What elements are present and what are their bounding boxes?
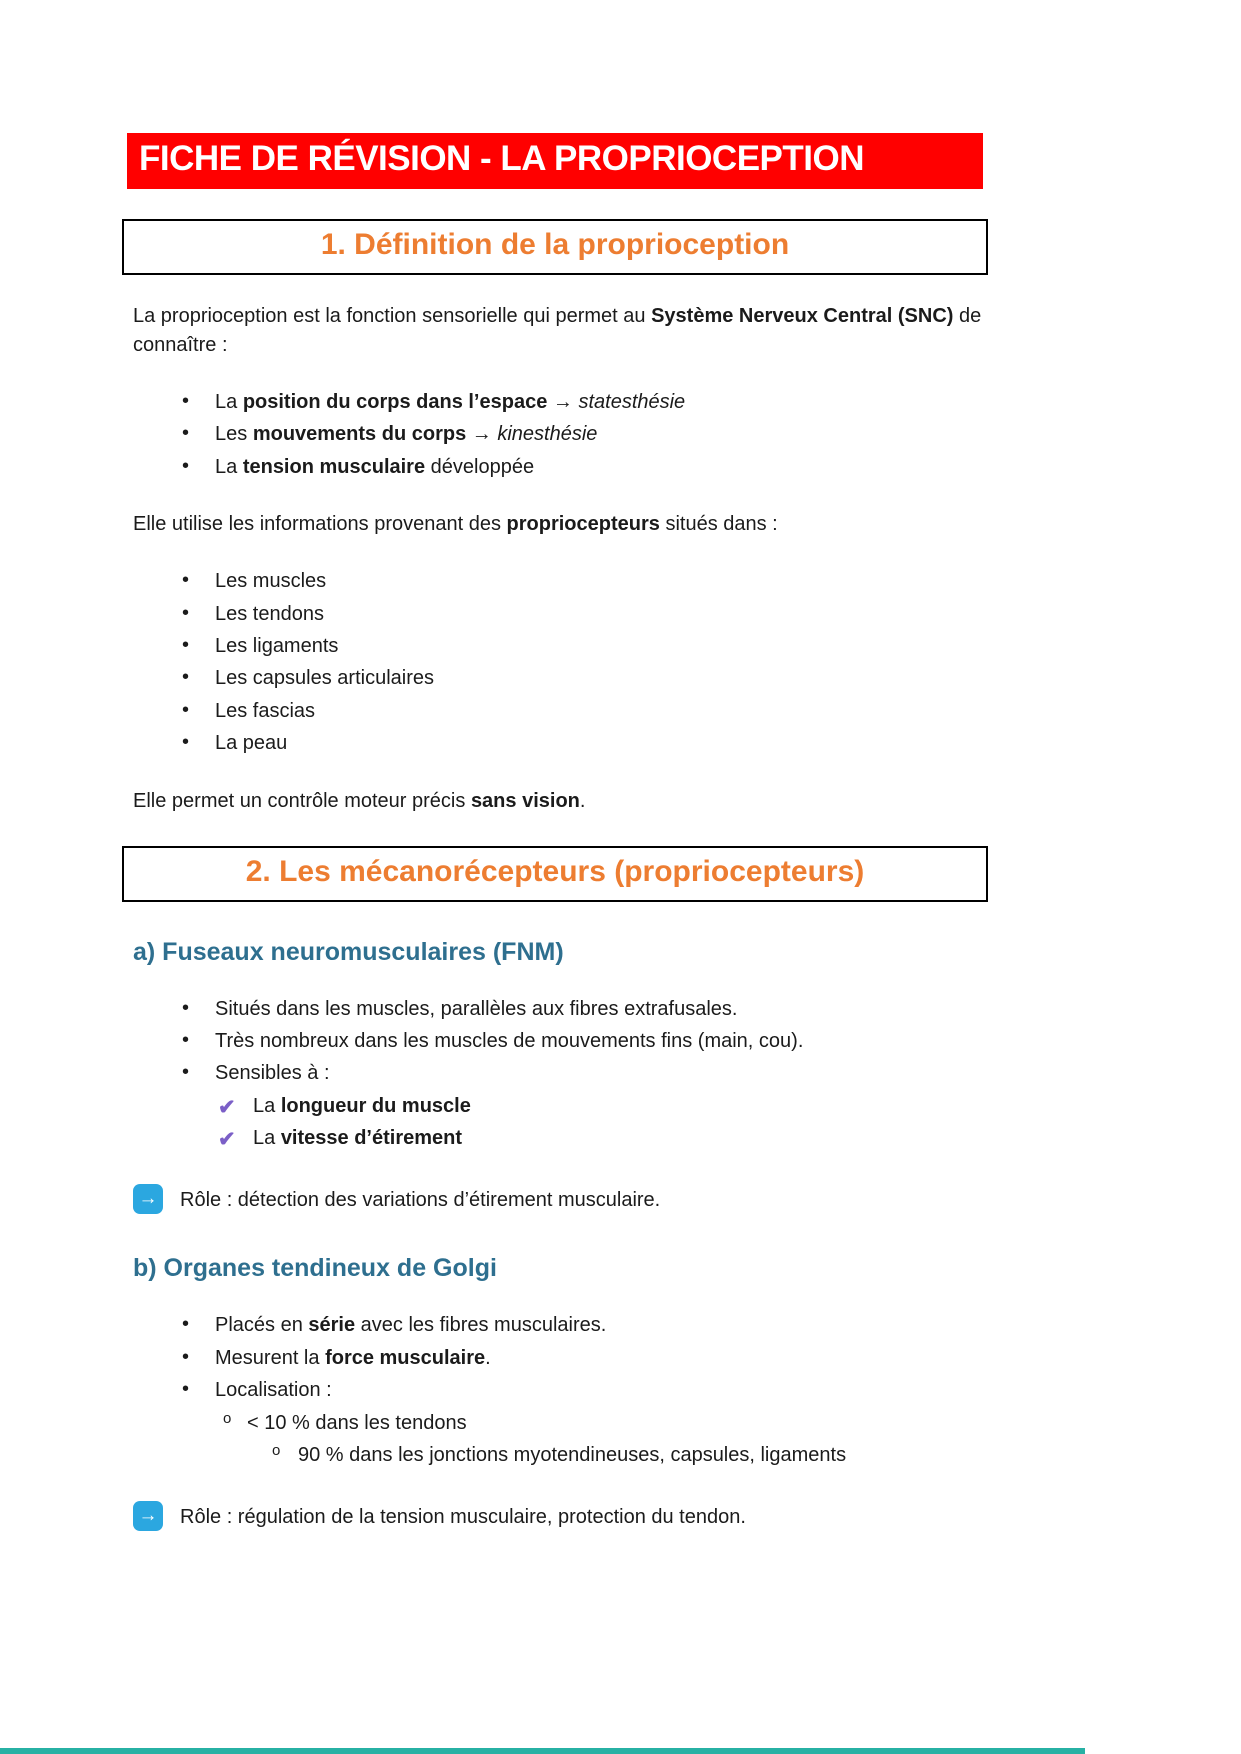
check-item-text: La longueur du muscle bbox=[253, 1094, 471, 1117]
conclusion-paragraph: Elle permet un contrôle moteur précis sans vision. bbox=[133, 789, 586, 812]
fnm-list bbox=[122, 993, 988, 1155]
bullet-icon: • bbox=[182, 1378, 190, 1401]
list-item bbox=[122, 386, 988, 418]
list-item-text: Localisation : bbox=[215, 1379, 332, 1402]
list-item bbox=[122, 1057, 988, 1089]
list-item bbox=[122, 1025, 988, 1057]
list-item-text: Placés en série avec les fibres musculaires. bbox=[215, 1314, 607, 1337]
list-item bbox=[122, 630, 988, 662]
subsection-b-title: b) Organes tendineux de Golgi bbox=[133, 1254, 497, 1283]
section-1-heading-box bbox=[122, 219, 988, 275]
bullet-icon: • bbox=[182, 1313, 190, 1336]
intro-paragraph: La proprioception est la fonction sensorielle qui permet au Système Nerveux Central (SNC) de connaître : bbox=[133, 305, 982, 356]
circle-bullet-icon: o bbox=[272, 1442, 281, 1460]
check-icon: ✔ bbox=[218, 1095, 236, 1119]
list-item bbox=[122, 1309, 988, 1341]
list-item-text: La tension musculaire développée bbox=[215, 455, 535, 478]
knows-list bbox=[122, 386, 988, 483]
list-item bbox=[122, 598, 988, 630]
document-title-banner bbox=[127, 133, 983, 189]
list-item-text: Les mouvements du corps → kinesthésie bbox=[215, 423, 598, 446]
sub-list-item-text: 90 % dans les jonctions myotendineuses, capsules, ligaments bbox=[298, 1444, 847, 1467]
arrow-icon: → bbox=[133, 1184, 163, 1214]
bullet-icon: • bbox=[182, 569, 190, 592]
golgi-list bbox=[122, 1309, 988, 1471]
role-note-fnm bbox=[133, 1186, 988, 1218]
list-item bbox=[122, 1374, 988, 1406]
bullet-icon: • bbox=[182, 633, 190, 656]
list-item bbox=[122, 418, 988, 450]
check-item-text: La vitesse d’étirement bbox=[253, 1127, 463, 1150]
bullet-icon: • bbox=[182, 390, 190, 412]
section-2-heading: 2. Les mécanorécepteurs (propriocepteurs) bbox=[245, 854, 865, 888]
check-list-item bbox=[122, 1122, 988, 1154]
list-item-text: Les muscles bbox=[215, 570, 327, 593]
list-item-text: Mesurent la force musculaire. bbox=[215, 1346, 491, 1369]
list-item bbox=[122, 565, 988, 597]
list-item bbox=[122, 1342, 988, 1374]
arrow-icon: → bbox=[133, 1501, 163, 1531]
check-icon: ✔ bbox=[218, 1128, 236, 1152]
list-item-text: Les capsules articulaires bbox=[215, 667, 434, 690]
role-text: Rôle : régulation de la tension musculaire, protection du tendon. bbox=[180, 1506, 746, 1529]
list-item-text: Situés dans les muscles, parallèles aux fibres extrafusales. bbox=[215, 997, 738, 1020]
list-item-text: Les fascias bbox=[215, 699, 316, 722]
list-item-text: La peau bbox=[215, 732, 288, 755]
bullet-icon: • bbox=[182, 1028, 190, 1051]
check-list-item bbox=[122, 1090, 988, 1122]
locations-list bbox=[122, 565, 988, 759]
list-item-text: Les tendons bbox=[215, 602, 324, 625]
uses-paragraph: Elle utilise les informations provenant des propriocepteurs situés dans : bbox=[133, 513, 778, 536]
list-item bbox=[122, 727, 988, 759]
list-item bbox=[122, 695, 988, 727]
document-title: FICHE DE RÉVISION - LA PROPRIOCEPTION bbox=[139, 139, 864, 178]
role-text: Rôle : détection des variations d’étirement musculaire. bbox=[180, 1189, 661, 1212]
list-item bbox=[122, 451, 988, 483]
document-page bbox=[122, 133, 988, 1535]
bullet-icon: • bbox=[182, 666, 190, 689]
bullet-icon: • bbox=[182, 422, 190, 445]
list-item-text: Sensibles à : bbox=[215, 1062, 330, 1085]
bullet-icon: • bbox=[182, 996, 190, 1019]
list-item-text: Les ligaments bbox=[215, 634, 339, 657]
list-item-text: Très nombreux dans les muscles de mouvements fins (main, cou). bbox=[215, 1029, 804, 1052]
list-item bbox=[122, 662, 988, 694]
circle-bullet-icon: o bbox=[223, 1409, 232, 1427]
section-1-heading: 1. Définition de la proprioception bbox=[320, 228, 790, 261]
sub-list-item bbox=[122, 1407, 988, 1439]
next-page-edge-bar bbox=[0, 1748, 1085, 1754]
list-item-text: La position du corps dans l’espace → statesthésie bbox=[215, 391, 686, 413]
sub-list-item bbox=[122, 1439, 988, 1471]
subsection-a-title: a) Fuseaux neuromusculaires (FNM) bbox=[133, 937, 564, 966]
bullet-icon: • bbox=[182, 601, 190, 624]
list-item bbox=[122, 993, 988, 1025]
sub-list-item-text: < 10 % dans les tendons bbox=[247, 1411, 467, 1434]
bullet-icon: • bbox=[182, 731, 190, 754]
bullet-icon: • bbox=[182, 1345, 190, 1368]
section-2-heading-box bbox=[122, 846, 988, 902]
bullet-icon: • bbox=[182, 454, 190, 477]
bullet-icon: • bbox=[182, 698, 190, 721]
role-note-golgi bbox=[133, 1503, 988, 1535]
bullet-icon: • bbox=[182, 1061, 190, 1084]
